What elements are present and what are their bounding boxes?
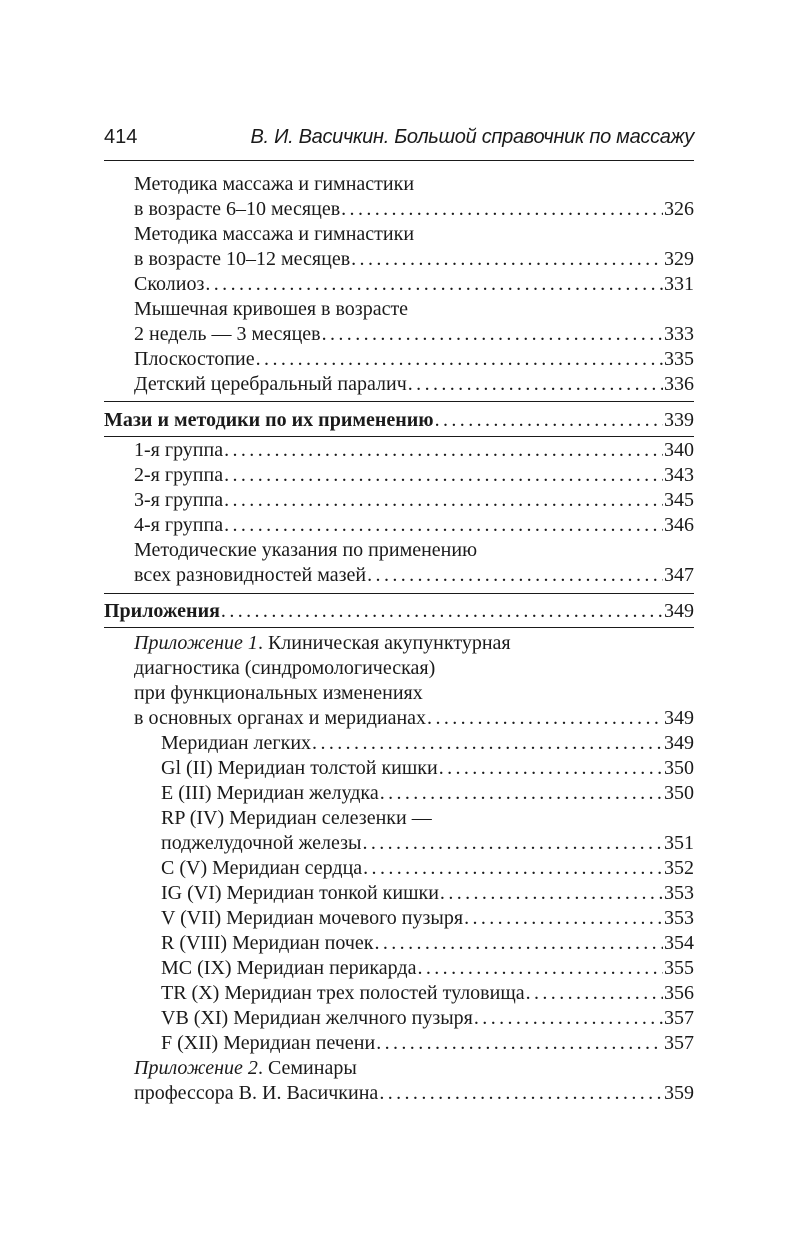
page-ref: 359 (664, 1082, 694, 1104)
toc-entry-line: RP (IV) Меридиан селезенки — (161, 807, 432, 829)
toc-entry[interactable]: E (III) Меридиан желудка . . . 350 (161, 781, 694, 806)
toc-entry[interactable]: всех разновидностей мазей . . . 347 (134, 563, 694, 588)
page-ref: 352 (664, 857, 694, 879)
page-ref: 333 (664, 323, 694, 345)
toc-section-ointments[interactable]: Мази и методики по их применению . . . 339 (104, 408, 694, 433)
running-title: В. И. Васичкин. Большой справочник по массажу (250, 126, 694, 148)
page-ref: 345 (664, 489, 694, 511)
page-ref: 340 (664, 439, 694, 461)
running-header (104, 126, 694, 158)
toc-entry[interactable]: Плоскостопие . . . 335 (134, 347, 694, 372)
page-number: 414 (104, 126, 138, 148)
page-ref: 347 (664, 564, 694, 586)
toc-entry[interactable]: MC (IX) Меридиан перикарда . . . 355 (161, 956, 694, 981)
section-rule (104, 593, 694, 594)
section-rule (104, 436, 694, 437)
toc-entry[interactable]: Меридиан легких . . . 349 (161, 731, 694, 756)
page-ref: 329 (664, 248, 694, 270)
page-ref: 349 (664, 707, 694, 729)
toc-entry[interactable]: Сколиоз . . . 331 (134, 272, 694, 297)
page-ref: 357 (664, 1032, 694, 1054)
page-ref: 350 (664, 757, 694, 779)
toc-entry[interactable]: VB (XI) Меридиан желчного пузыря . . . 357 (161, 1006, 694, 1031)
toc-entry[interactable]: 2 недель — 3 месяцев . . . 333 (134, 322, 694, 347)
toc-entry-line: Методические указания по применению (134, 539, 478, 561)
page-ref: 336 (664, 373, 694, 395)
toc-entry[interactable]: в возрасте 6–10 месяцев . . . 326 (134, 197, 694, 222)
toc-entry[interactable]: 3-я группа . . . 345 (134, 488, 694, 513)
page-ref: 353 (664, 907, 694, 929)
toc-entry[interactable]: профессора В. И. Васичкина . . . 359 (134, 1081, 694, 1106)
toc-entry[interactable]: Gl (II) Меридиан толстой кишки . . . 350 (161, 756, 694, 781)
page-ref: 331 (664, 273, 694, 295)
page-ref: 350 (664, 782, 694, 804)
appendix-label: Приложение 2 (134, 1057, 258, 1079)
toc-entry[interactable]: V (VII) Меридиан мочевого пузыря . . . 353 (161, 906, 694, 931)
page-ref: 356 (664, 982, 694, 1004)
page-ref: 346 (664, 514, 694, 536)
toc-entry[interactable]: в основных органах и меридианах . . . 349 (134, 706, 694, 731)
toc-entry[interactable]: R (VIII) Меридиан почек . . . 354 (161, 931, 694, 956)
toc-entry[interactable]: Детский церебральный паралич . . . 336 (134, 372, 694, 397)
toc-section-appendices[interactable]: Приложения . . . 349 (104, 599, 694, 624)
toc-entry-line: диагностика (синдромологическая) (134, 657, 436, 679)
page-ref: 354 (664, 932, 694, 954)
page-ref: 353 (664, 882, 694, 904)
toc-entry-line: при функциональных изменениях (134, 682, 423, 704)
toc-entry-line: Методика массажа и гимнастики (134, 173, 415, 195)
page-ref: 357 (664, 1007, 694, 1029)
toc-entry-line: Мышечная кривошея в возрасте (134, 298, 409, 320)
toc-entry[interactable]: C (V) Меридиан сердца . . . 352 (161, 856, 694, 881)
page-ref: 349 (664, 600, 694, 622)
header-rule (104, 160, 694, 161)
page-ref: 351 (664, 832, 694, 854)
toc-entry-line: Приложение 2. Семинары (134, 1057, 357, 1079)
page-ref: 335 (664, 348, 694, 370)
toc-entry[interactable]: IG (VI) Меридиан тонкой кишки . . . 353 (161, 881, 694, 906)
toc-entry[interactable]: 1-я группа . . . 340 (134, 438, 694, 463)
section-rule (104, 401, 694, 402)
page-ref: 326 (664, 198, 694, 220)
toc-entry[interactable]: F (XII) Меридиан печени . . . 357 (161, 1031, 694, 1056)
page-ref: 349 (664, 732, 694, 754)
toc-entry[interactable]: в возрасте 10–12 месяцев . . . 329 (134, 247, 694, 272)
toc-entry-line: Методика массажа и гимнастики (134, 223, 415, 245)
section-rule (104, 627, 694, 628)
page-ref: 339 (664, 409, 694, 431)
toc-entry[interactable]: поджелудочной железы . . . 351 (161, 831, 694, 856)
toc-entry[interactable]: 4-я группа . . . 346 (134, 513, 694, 538)
page-ref: 355 (664, 957, 694, 979)
appendix-label: Приложение 1 (134, 632, 258, 654)
page-ref: 343 (664, 464, 694, 486)
toc-entry[interactable]: TR (X) Меридиан трех полостей туловища . . . 356 (161, 981, 694, 1006)
toc-entry-line: Приложение 1. Клиническая акупунктурная (134, 632, 511, 654)
toc-entry[interactable]: 2-я группа . . . 343 (134, 463, 694, 488)
